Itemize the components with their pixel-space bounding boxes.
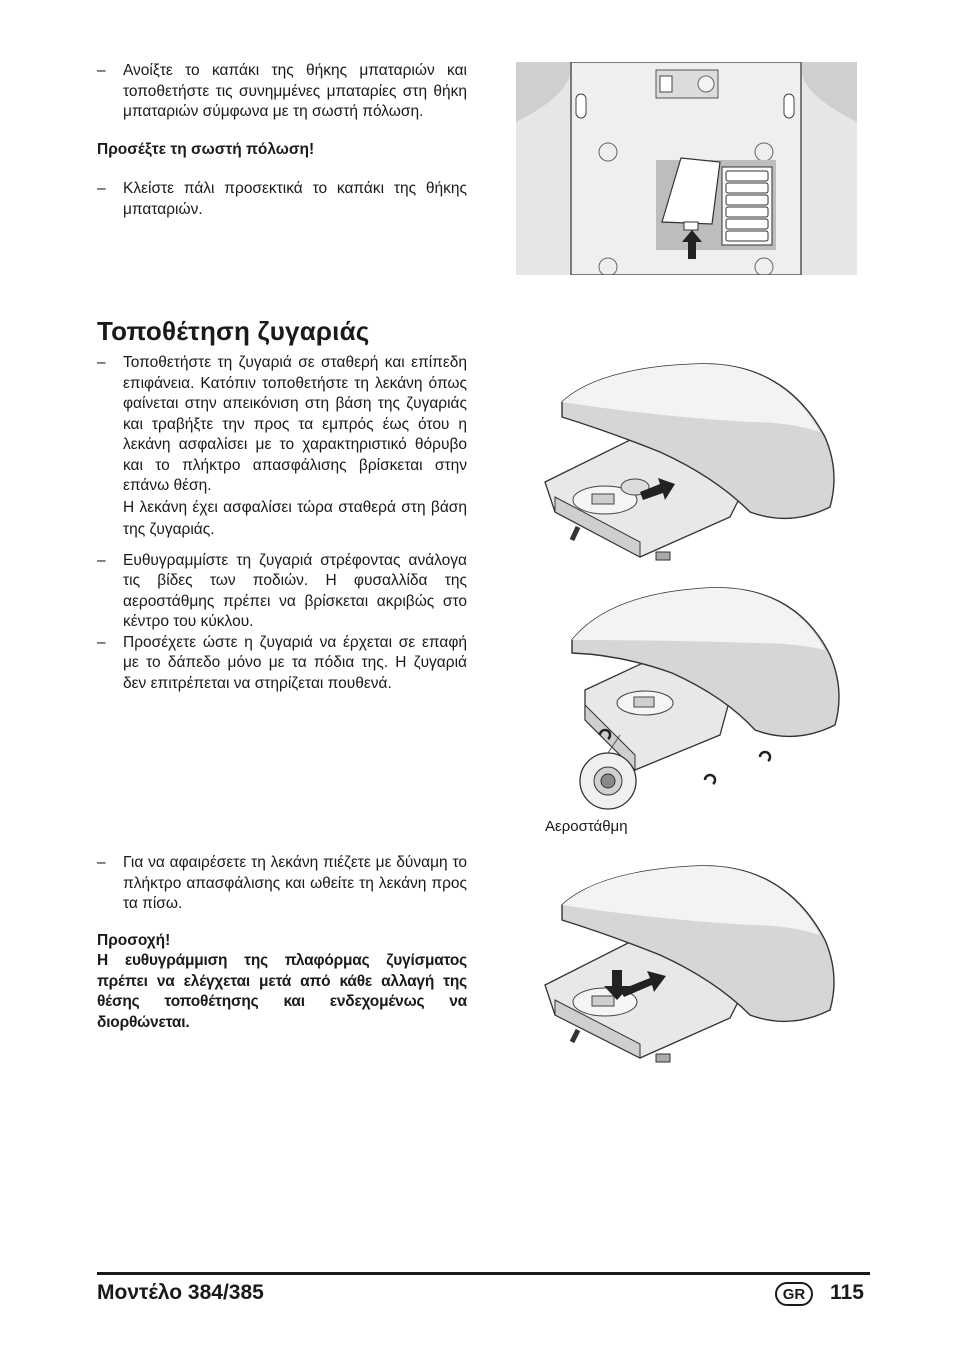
placement-bullet-3-text: Προσέχετε ώστε η ζυγαριά να έρχεται σε επαφή με το δάπεδο μόνο με τα πόδια της. Η ζυγαριά δεν επιτρέπεται να στηρίζεται πουθενά. [123, 633, 467, 692]
switch-icon [660, 76, 672, 92]
battery-compartment-illustration [516, 62, 857, 275]
bullet-dash: – [97, 854, 106, 871]
language-badge: GR [775, 1282, 813, 1306]
display-screen [634, 697, 654, 707]
placement-bullet-2-text: Ευθυγραμμίστε τη ζυγαριά στρέφοντας ανάλογα τις βίδες των ποδιών. Η φυσαλλίδα της αεροστάθμης πρέπει να βρίσκεται ακριβώς στο κέντρο του κύκλου. [123, 551, 467, 630]
removal-bullet-1 [97, 853, 467, 915]
placement-bullet-1-continuation [97, 497, 467, 541]
foot-screw [572, 1030, 578, 1042]
polarity-note: Προσέξτε τη σωστή πόλωση! [97, 140, 315, 158]
placement-bullet-3 [97, 633, 467, 695]
rotate-screw-icon [760, 752, 770, 761]
footer-divider [97, 1272, 870, 1275]
placement-bullet-1 [97, 353, 467, 497]
foot [656, 552, 670, 560]
cover-latch [684, 222, 698, 230]
slot-left [576, 94, 586, 118]
display-screen [592, 494, 614, 504]
foot [656, 1054, 670, 1062]
battery-bullet-1-text: Ανοίξτε το καπάκι της θήκης μπαταριών και τοποθετήστε τις συνημμένες μπαταρίες στη θήκη μπαταριών σύμφωνα με τη σωστή πόλωση. [123, 62, 467, 120]
level-bubble [601, 774, 615, 788]
placement-bullet-1-cont-text: Η λεκάνη έχει ασφαλίσει τώρα σταθερά στη βάση της ζυγαριάς. [123, 498, 467, 538]
placement-heading: Τοποθέτηση ζυγαριάς [97, 316, 370, 346]
battery-section [97, 61, 467, 220]
display-screen [592, 996, 614, 1006]
footer-model: Μοντέλο 384/385 [97, 1281, 264, 1304]
warning-title: Προσοχή! [97, 931, 171, 949]
level-caption: Αεροστάθμη [545, 818, 628, 835]
slot-right [784, 94, 794, 118]
placement-bullet-1-text: Τοποθετήστε τη ζυγαριά σε σταθερή και επίπεδη επιφάνεια. Κατόπιν τοποθετήστε τη λεκάνη όπως φαίνεται στην απεικόνιση στη βάση της ζυγαριάς και τραβήξτε την προς τα εμπρός έως ότου η λεκάνη ασφαλίσει με το χαρακτηριστικό θόρυβο και το πλήκτρο απασφάλισης βρίσκεται στην επάνω θέση. [123, 354, 467, 494]
warning-text: Η ευθυγράμμιση της πλαφόρμας ζυγίσματος πρέπει να ελέγχεται μετά από κάθε αλλαγή της θέσης τοποθέτησης και ενδεχομένως να διορθώνεται. [97, 952, 467, 1031]
scale-removal-illustration [540, 860, 860, 1070]
battery-bullet-2-text: Κλείστε πάλι προσεκτικά το καπάκι της θήκης μπαταριών. [123, 180, 467, 218]
knob-icon [698, 76, 714, 92]
removal-section [97, 853, 467, 1033]
bullet-dash: – [97, 551, 106, 569]
bullet-dash: – [97, 180, 106, 197]
battery-bullet-2 [97, 179, 467, 220]
battery-bullet-1 [97, 61, 467, 123]
foot-screw [572, 527, 578, 540]
placement-section [97, 353, 467, 694]
page-number: 115 [830, 1281, 864, 1304]
scale-mounting-illustration [540, 362, 860, 567]
removal-bullet-1-text: Για να αφαιρέσετε τη λεκάνη πιέζετε με δύναμη το πλήκτρο απασφάλισης και ωθείτε τη λεκάνη προς τα πίσω. [123, 854, 467, 912]
bullet-dash: – [97, 354, 106, 371]
scale-leveling-illustration [560, 585, 860, 815]
placement-bullet-2 [97, 551, 467, 633]
bullet-dash: – [97, 62, 106, 79]
bullet-dash: – [97, 633, 106, 651]
rotate-screw-icon [705, 775, 715, 784]
